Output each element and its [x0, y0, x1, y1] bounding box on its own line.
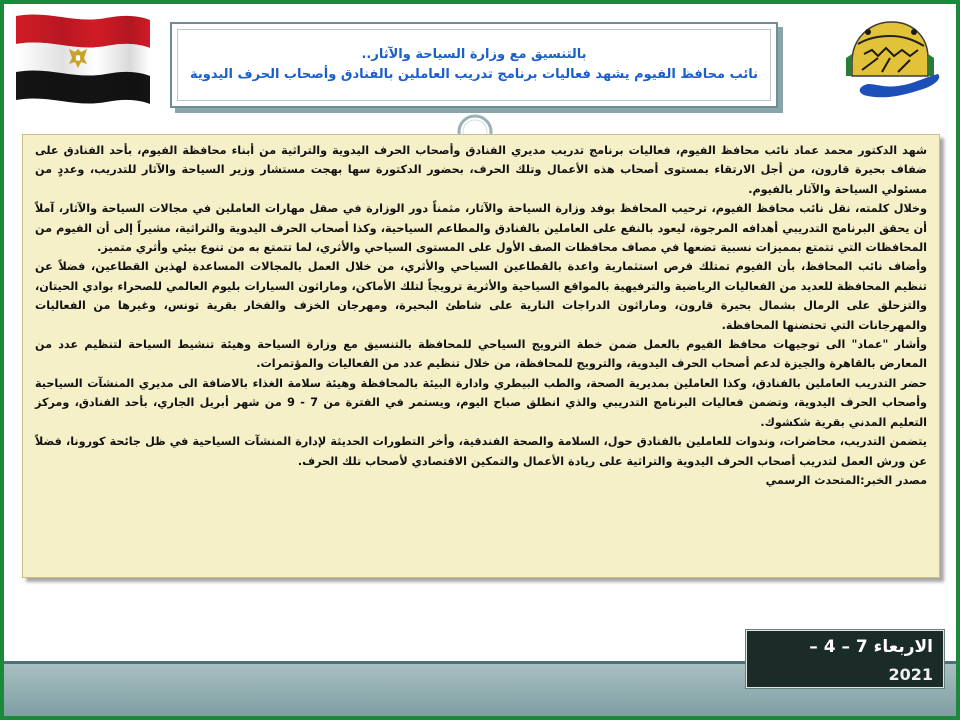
article-paragraph: وأضاف نائب المحافظ، بأن الفيوم تمتلك فرص استثمارية واعدة بالقطاعين السياحي والأثري، من خلال العمل بالمجالات المساعدة لهذين القطاعين، فضلاً عن تنظيم المحافظة للعديد من الفعاليات الرياضية والترفيهية بالمواقع السياحية والأثرية ترويجاً لتلك الأماكن، وماراثون السيارات بليوم العالمي للصحراء بوادي الحيتان، والتزحلق على الرمال بشمال بحيرة قارون، وماراثون الدراجات النارية على شاطئ البحيرة، ومهرجان الخزف والفخار بقرية تونس، وغيرها من الفعاليات والمهرجانات التي تحتضنها المحافظة. — [35, 260, 927, 332]
headline-line-2: نائب محافظ الفيوم يشهد فعاليات برنامج تدريب العاملين بالفنادق وأصحاب الحرف اليدوية — [189, 67, 759, 82]
headline-line-1: بالتنسيق مع وزارة السياحة والآثار.. — [361, 47, 587, 62]
article-paragraph: يتضمن التدريب، محاضرات، وندوات للعاملين بالفنادق حول، السلامة والصحة الفندقية، وأخر التطورات الحديثة لإدارة المنشآت السياحية في ظل جائحة كورونا، فضلاً عن ورش العمل لتدريب أصحاب الحرف اليدوية والتراثية على ريادة الأعمال والتمكين الاقتصادي لأصحاب تلك الحرف. — [35, 435, 927, 468]
egypt-flag-icon — [14, 10, 152, 110]
article-body — [22, 134, 940, 578]
date-weekday: الاربعاء 7 – 4 – — [809, 637, 933, 657]
headline-inner — [177, 29, 771, 101]
article-paragraph: وأشار "عماد" الى توجيهات محافظ الفيوم بالعمل ضمن خطة الترويج السياحي للمحافظة بالتنسيق مع وزارة السياحة وهيئة تنشيط السياحة لتنظيم عدد من المعارض بالقاهرة والجيزة لدعم أصحاب الحرف اليدوية، والترويج للمحافظة، من خلال تنظيم عدد من الفعاليات والمؤتمرات. — [35, 338, 927, 371]
news-source: مصدر الخبر:المتحدث الرسمي — [765, 473, 927, 487]
date-year: 2021 — [888, 665, 933, 684]
headline-box — [170, 22, 778, 108]
article-paragraph: وخلال كلمته، نقل نائب محافظ الفيوم، ترحيب المحافظ بوفد وزارة السياحة والآثار، مثمناً دور الوزارة في صقل مهارات العاملين في مجالات السياحة والآثار، آملاً أن يحقق البرنامج التدريبي أهدافه المرجوة، ليعود بالنفع على العاملين بالفنادق والمطاعم السياحية، وكذا أصحاب الحرف اليدوية والتراثية، مشيراً إلى أن الفيوم من المحافظات التي تتمتع بمميزات نسبية تضعها في مصاف محافظات الصف الأول على المستوى السياحي والأثري، لما تتمتع به من تنوع بيئي وأثري متميز. — [35, 202, 927, 255]
fayoum-emblem-icon — [838, 14, 948, 104]
article-paragraph: شهد الدكتور محمد عماد نائب محافظ الفيوم، فعاليات برنامج تدريب مديري الفنادق وأصحاب الحرف اليدوية والتراثية من أبناء محافظة الفيوم، بأحد الفنادق على ضفاف بحيرة قارون، من أجل الارتقاء بمستوى أصحاب هذه الأعمال وتلك الحرف، بحضور الدكتورة سها بهجت مستشار وزير السياحة والآثار للتدريب، وعددٍ من مسئولي السياحة والآثار بالفيوم. — [35, 144, 927, 196]
article-paragraph: حضر التدريب العاملين بالفنادق، وكذا العاملين بمديرية الصحة، والطب البيطري وادارة البيئة بالمحافظة وهيئة سلامة الغذاء بالاضافة الى مديري المنشآت السياحية وأصحاب الحرف اليدوية، وتضمن فعاليات البرنامج التدريبي والذي انطلق صباح اليوم، ويستمر في الفترة من 7 - 9 من شهر أبريل الجاري، بأحد الفنادق، ومركز التعليم المدني بقرية شكشوك. — [35, 376, 927, 429]
date-badge — [746, 630, 944, 688]
